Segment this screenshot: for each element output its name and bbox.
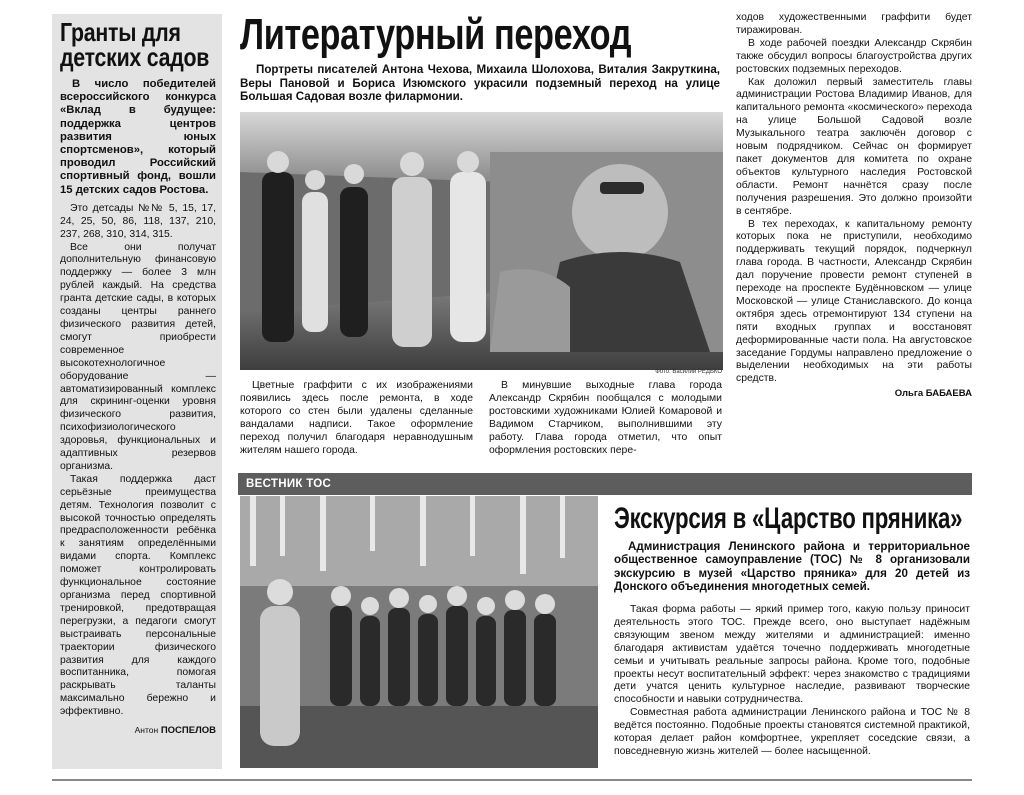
museum-group-photo-illustration — [240, 496, 598, 768]
bottom-divider — [52, 779, 972, 781]
author-first-name: Ольга — [894, 388, 924, 400]
author-last-name: БАБАЕВА — [925, 388, 972, 400]
author-first-name: Антон — [134, 725, 159, 736]
article1-title: Литературный переход — [240, 10, 632, 59]
article2-paragraph: Совместная работа администрации Ленинского района и ТОС № 8 ведётся постоянно. Подобные проекты становятся системной практикой, которая делает район комфортнее, укрепляет соседские связи, а повседневную жизнь жителей — более насыщенной. — [614, 707, 970, 757]
left-article-lead: В число победителей всероссийского конкурса «Вклад в будущее: поддержка центров развития юных спортсменов», который проводил Российский спортивный фонд, вошли 15 детских садов Ростова. — [60, 78, 216, 196]
article2-title: Экскурсия в «Царство пряника» — [614, 502, 963, 535]
left-article-title: Гранты для детских садов — [60, 17, 210, 72]
article2-photo — [240, 496, 598, 768]
left-article — [52, 14, 222, 769]
article1-column-2: В минувшие выходные глава города Александр Скрябин пообщался с молодыми ростовскими художниками Юлией Комаровой и Вадимом Старчиком, выполнившими эту работу. Глава города отметил, что опыт оформления ростовских пере- — [489, 380, 722, 456]
article2-body — [614, 604, 970, 759]
article2-paragraph: Такая форма работы — яркий пример того, какую пользу приносит деятельность этого ТОС. Прежде всего, оно выступает надёжным связующим звеном между жителями и администрацией: именно благодаря активистам удаётся точечно поддерживать многодетные семьи и учитывать реальные запросы района. Кроме того, подобные проекты несут воспитательный эффект: через знакомство с традициями дети учатся ценить культурное наследие, развивают творческие способности и навыки сотрудничества. — [614, 604, 970, 706]
article1-lead: Портреты писателей Антона Чехова, Михаила Шолохова, Виталия Закруткина, Веры Пановой и Бориса Изюмского украсили подземный переход на улице Большая Садовая возле филармонии. — [240, 63, 720, 104]
article1-signature — [736, 388, 972, 401]
article1-paragraph: В тех переходах, к капитальному ремонту которых пока не приступили, необходимо поддерживать текущий порядок, подчеркнул глава города. В частности, Александр Скрябин дал поручение провести ремонт ступеней в переходе на проспекте Будённовском — улице Московской — улице Станиславского. До конца октября здесь отремонтируют 134 ступени на пяти входных группах и восстановят деформированные части пола. На августовское заседание Гордумы направлено предложение о выделении необходимых на эти работы средств. — [736, 218, 972, 385]
article1-column-3 — [736, 12, 972, 401]
article1-paragraph: В ходе рабочей поездки Александр Скрябин также обсудил вопросы благоустройства других ростовских подземных переходов. — [736, 37, 972, 75]
article1-paragraph: ходов художественными граффити будет тиражирован. — [736, 12, 972, 36]
article2-lead: Администрация Ленинского района и территориальное общественное самоуправление (ТОС) № 8 организовали экскурсию в музей «Царство пряника» для 20 детей из Донского объединения многодетных семей. — [614, 540, 970, 594]
left-article-paragraph: Все они получат дополнительную финансовую поддержку — более 3 млн рублей каждый. На средства гранта детские сады, в которых созданы центры раннего физического развития детей, смогут приобрести современное высокотехнологичное оборудование — автоматизированный комплекс для скрининг-оценки уровня физического развития, психофизиологического здоровья, функциональных и адаптивных резервов организма. — [60, 241, 216, 472]
left-article-list: Это детсады №№ 5, 15, 17, 24, 25, 50, 86, 118, 137, 210, 237, 268, 310, 314, 315. — [60, 202, 216, 240]
left-article-paragraph: Такая поддержка даст серьёзные преимущества детям. Технология позволит с высокой точностью определять предрасположенности ребёнка к занятиям определёнными видами спорта. Комплекс поможет контролировать функциональное состояние организма перед спортивной тренировкой, предотвращая перегрузки, а педагоги смогут выстраивать персональные траектории физического развития для каждого воспитанника, помогая раскрывать таланты максимально бережно и эффективно. — [60, 473, 216, 718]
article1-column-1: Цветные граффити с их изображениями появились здесь после ремонта, в ходе которого со стен были удалены сделанные вандалами надписи. Такое оформление переход получил благодаря неравнодушным жителям нашего города. — [240, 380, 473, 456]
article1-photo — [240, 112, 723, 370]
underpass-photo-illustration — [240, 112, 723, 370]
section-header-bar: ВЕСТНИК ТОС — [238, 473, 972, 495]
photo-credit: Фото: Василий РЕДЬКО — [655, 369, 722, 375]
left-article-signature — [60, 725, 216, 736]
author-last-name: ПОСПЕЛОВ — [160, 725, 216, 737]
article1-paragraph: Как доложил первый заместитель главы администрации Ростова Владимир Иванов, для капитального ремонта «космического» перехода на улице Большой Садовой возле Музыкального театра заключён договор с новым подрядчиком. Сейчас он формирует пакет документов для комитета по охране объектов культурного наследия Ростовской области. Ремонт начнётся сразу после получения разрешения. Это должно произойти в сентябре. — [736, 76, 972, 217]
